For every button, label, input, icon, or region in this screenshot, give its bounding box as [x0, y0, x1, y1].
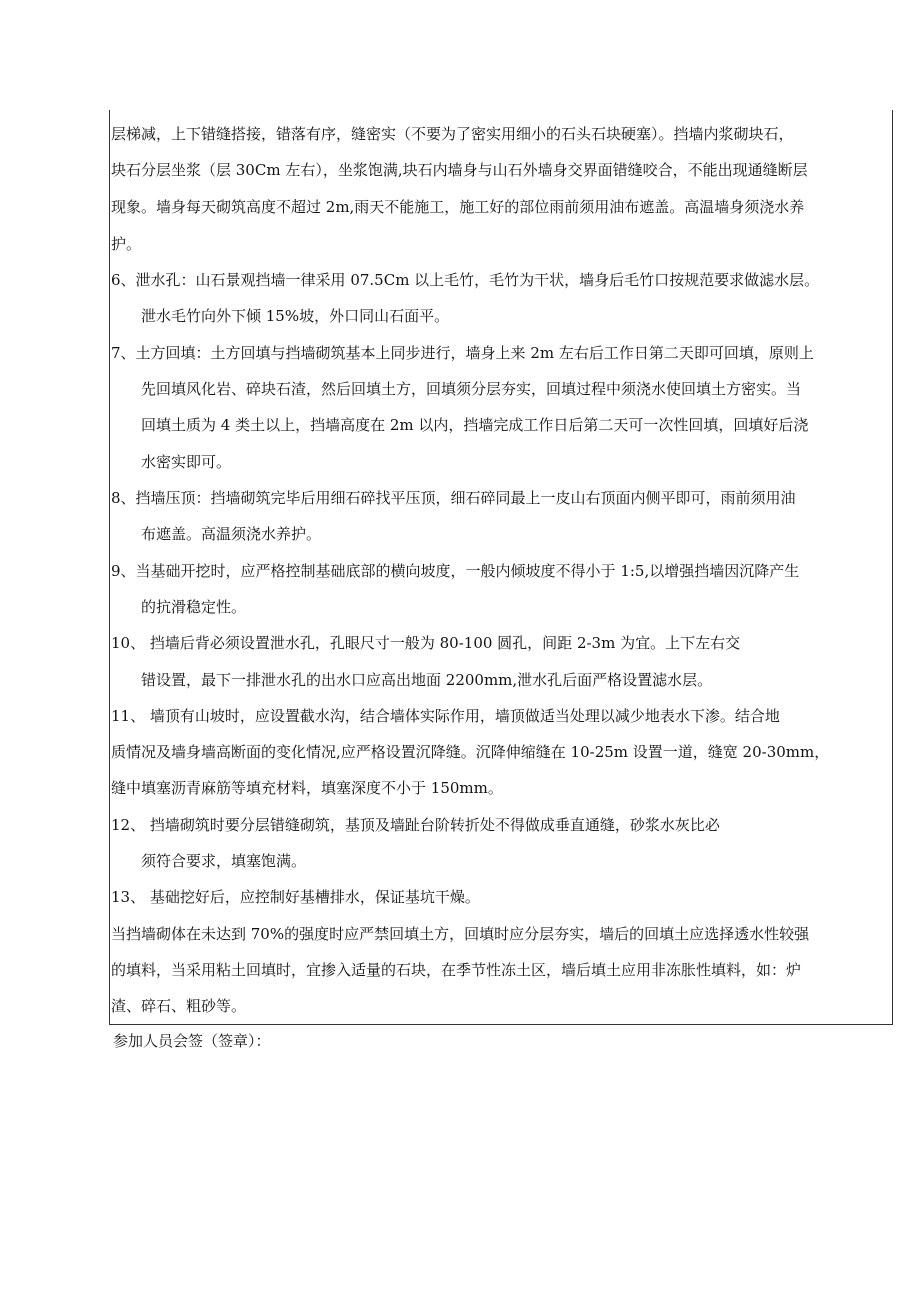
- text-line: 回填土质为 4 类土以上，挡墙高度在 2m 以内，挡墙完成工作日后第二天可一次性回填，回填好后浇: [141, 416, 809, 434]
- text-line: 13、 基础挖好后，应控制好基槽排水，保证基坑干燥。: [111, 888, 480, 906]
- text-line: 渣、碎石、粗砂等。: [111, 997, 247, 1015]
- text-line: 11、 墙顶有山坡时，应设置截水沟，结合墙体实际作用，墙顶做适当处理以减少地表水下渗。结合地: [111, 707, 780, 725]
- text-line: 10、 挡墙后背必须设置泄水孔，孔眼尺寸一般为 80-100 圆孔，间距 2-3m 为宜。上下左右交: [111, 634, 741, 652]
- text-line: 块石分层坐浆（层 30Cm 左右），坐浆饱满,块石内墙身与山石外墙身交界面错缝咬合，不能出现通缝断层: [111, 161, 808, 179]
- text-line: 现象。墙身每天砌筑高度不超过 2m,雨天不能施工，施工好的部位雨前须用油布遮盖。高温墙身须浇水养: [111, 198, 805, 216]
- text-line: 当挡墙砌体在未达到 70%的强度时应严禁回填土方，回填时应分层夯实，墙后的回填土应选择透水性较强: [111, 925, 810, 943]
- signature-label: 参加人员会签（签章）：: [113, 1032, 271, 1050]
- text-line: 水密实即可。: [141, 453, 232, 471]
- text-line: 先回填风化岩、碎块石渣，然后回填土方，回填须分层夯实，回填过程中须浇水使回填土方密实。当: [141, 380, 802, 398]
- text-line: 质情况及墙身墙高断面的变化情况,应严格设置沉降缝。沉降伸缩缝在 10-25m 设置一道，缝宽 20-30mm，: [111, 743, 830, 761]
- text-line: 缝中填塞沥青麻筋等填充材料，填塞深度不小于 150mm。: [111, 779, 503, 797]
- text-line: 层梯减，上下错缝搭接，错落有序，缝密实（不要为了密实用细小的石头石块硬塞）。挡墙内浆砌块石，: [111, 125, 794, 143]
- text-line: 12、 挡墙砌筑时要分层错缝砌筑，基顶及墙趾台阶转折处不得做成垂直通缝，砂浆水灰比必: [111, 816, 720, 834]
- text-line: 6、泄水孔：山石景观挡墙一律采用 07.5Cm 以上毛竹，毛竹为干状，墙身后毛竹口按规范要求做滤水层。: [111, 271, 820, 289]
- text-line: 的填料，当采用粘土回填时，宜掺入适量的石块，在季节性冻土区，墙后填土应用非冻胀性填料，如：炉: [111, 961, 802, 979]
- text-line: 泄水毛竹向外下倾 15%坡，外口同山石面平。: [141, 307, 450, 325]
- text-line: 布遮盖。高温须浇水养护。: [141, 525, 322, 543]
- text-line: 须符合要求，填塞饱满。: [141, 852, 307, 870]
- text-line: 护。: [111, 235, 142, 253]
- text-line: 的抗滑稳定性。: [141, 598, 247, 616]
- text-line: 错设置，最下一排泄水孔的出水口应高出地面 2200mm,泄水孔后面严格设置滤水层。: [141, 671, 713, 689]
- text-line: 8、挡墙压顶：挡墙砌筑完毕后用细石碎找平压顶，细石碎同最上一皮山右顶面内侧平即可，雨前须用油: [111, 489, 796, 507]
- text-line: 7、土方回填：土方回填与挡墙砌筑基本上同步进行，墙身上来 2m 左右后工作日第二天即可回填，原则上: [111, 344, 814, 362]
- text-line: 9、当基础开挖时，应严格控制基础底部的横向坡度，一般内倾坡度不得小于 1:5,以增强挡墙因沉降产生: [111, 562, 800, 580]
